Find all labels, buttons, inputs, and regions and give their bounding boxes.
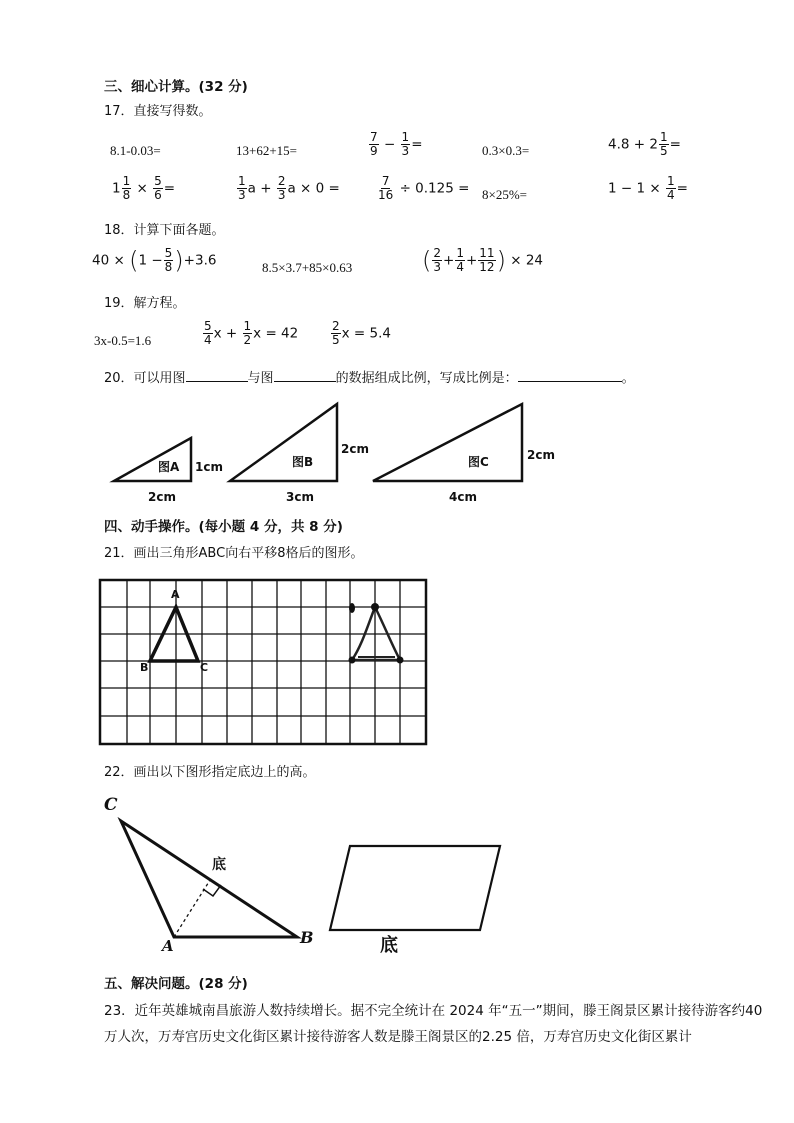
fig-b-base: 3cm: [286, 490, 314, 504]
q17-stem: 17．直接写得数。: [104, 104, 212, 119]
q22-vertex-c: C: [104, 795, 118, 815]
q17-item-10: 1 − 1 × $\frac{1}{4}$ =: [608, 174, 688, 202]
q22-triangle-base-label: 底: [212, 857, 226, 873]
parallelogram: [330, 846, 500, 930]
fig-c-label: 图C: [468, 455, 489, 469]
q19-stem: 19．解方程。: [104, 296, 186, 311]
q17-item-3: $\frac{7}{9}$ − $\frac{1}{3}$ =: [370, 130, 423, 158]
section-4-title: 四、动手操作。(每小题 4 分，共 8 分): [104, 519, 343, 535]
q17-item-6: 1 $\frac{1}{8}$ × $\frac{5}{6}$ =: [112, 174, 176, 202]
q18-expr-3: ( $\frac{2}{3}$ + $\frac{1}{4}$ + $\frac{11}{12}$ ) × 24: [422, 246, 544, 275]
section-5-title: 五、解决问题。(28 分): [104, 976, 248, 992]
fig-a-height: 1cm: [195, 460, 223, 474]
triangle-abc-q22: [121, 821, 297, 937]
fig-c-base: 4cm: [449, 490, 477, 504]
vertex-c-label: C: [200, 661, 209, 674]
section-3-title: 三、细心计算。(32 分): [104, 79, 248, 95]
fig-a-label: 图A: [158, 460, 180, 474]
translated-triangle: [349, 603, 404, 664]
q19-eq-3: $\frac{2}{5}$ x = 5.4: [332, 319, 391, 347]
q17-item-8: $\frac{7}{16}$ ÷ 0.125 =: [378, 174, 470, 202]
q20-stem: 20．可以用图 与图 的数据组成比例，写成比例是： 。: [104, 371, 635, 386]
q19-eq-2: $\frac{5}{4}$ x + $\frac{1}{2}$ x = 42: [204, 319, 299, 347]
q23-text: 23．近年英雄城南昌旅游人数持续增长。据不完全统计在 2024 年“五一”期间，滕王阁景区累计接待游客约40 万人次，万寿宫历史文化街区累计接待游客人数是滕王阁景区的2.25 倍，万寿宫历史文化街区累计: [104, 1003, 763, 1045]
q17-item-2: 13+62+15=: [236, 143, 297, 158]
q21-stem: 21．画出三角形ABC向右平移8格后的图形。: [104, 546, 364, 561]
triangle-b: [230, 404, 337, 481]
fig-b-label: 图B: [292, 455, 314, 469]
q17-item-9: 8×25%=: [482, 187, 527, 202]
fig-c-height: 2cm: [527, 448, 555, 462]
vertex-b-label: B: [140, 661, 149, 674]
q22-vertex-b: B: [300, 928, 314, 947]
vertex-a-label: A: [171, 588, 180, 601]
q17-item-1: 8.1-0.03=: [110, 143, 161, 158]
q17-item-7: $\frac{1}{3}$ a + $\frac{2}{3}$ a × 0 =: [238, 174, 340, 202]
q22-stem: 22．画出以下图形指定底边上的高。: [104, 765, 316, 780]
q17-item-4: 0.3×0.3=: [482, 143, 530, 158]
q22-parallelogram-base-label: 底: [380, 935, 398, 956]
fig-b-height: 2cm: [341, 442, 369, 456]
q18-expr-2: 8.5×3.7+85×0.63: [262, 260, 353, 275]
q17-item-5: 4.8 + 2 $\frac{1}{5}$ =: [608, 130, 681, 158]
q18-stem: 18．计算下面各题。: [104, 223, 225, 238]
triangle-a: [114, 438, 191, 481]
q22-vertex-a: A: [162, 937, 174, 955]
fig-a-base: 2cm: [148, 490, 176, 504]
q19-eq-1: 3x-0.5=1.6: [94, 333, 152, 348]
triangle-c: [373, 404, 522, 481]
q18-expr-1: 40 × (1 − $\frac{5}{8}$ )+3.6: [92, 246, 217, 275]
